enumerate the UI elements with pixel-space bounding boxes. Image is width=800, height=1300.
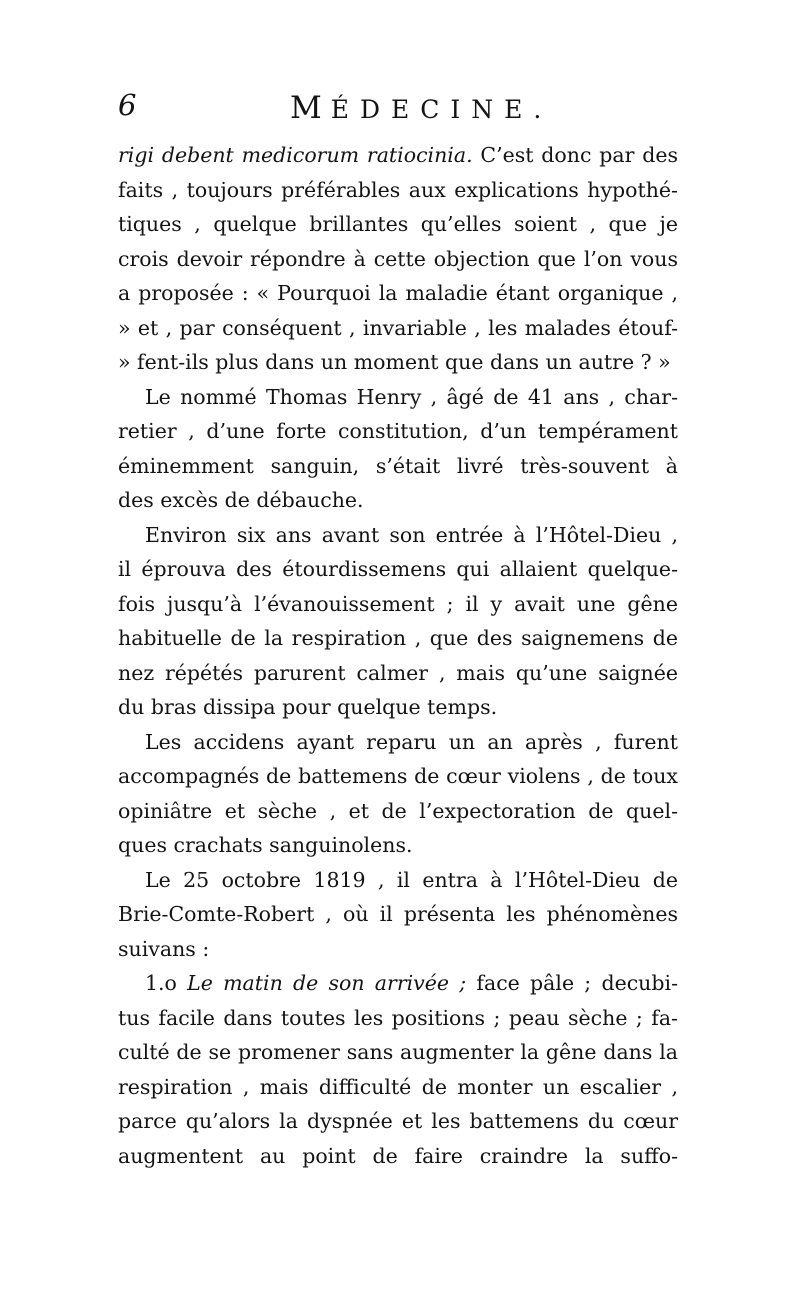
text-line: augmentent au point de faire craindre la suffo- xyxy=(118,1143,678,1168)
text-line: culté de se promener sans augmenter la gêne dans la xyxy=(118,1040,678,1064)
text-line: il éprouva des étourdissemens qui allaient quelque- xyxy=(118,557,678,581)
text-line: opiniâtre et sèche , et de l’expectoration de quel- xyxy=(118,798,678,823)
text-line: » fent-ils plus dans un moment que dans un autre ? » xyxy=(118,350,671,374)
text-line: » et , par conséquent , invariable , les malades étouf- xyxy=(118,315,678,340)
italic-phrase: Le matin de son arrivée ; xyxy=(187,971,467,995)
text-line: tiques , quelque brillantes qu’elles soient , que je xyxy=(118,212,678,236)
paragraph-start-line: Environ six ans avant son entrée à l’Hôtel-Dieu , xyxy=(145,522,678,547)
text-line: faits , toujours préférables aux explications hypothé- xyxy=(118,177,678,202)
text-line: habituelle de la respiration , que des saignemens de xyxy=(118,626,678,650)
text-line: crois devoir répondre à cette objection que l’on vous xyxy=(118,246,678,271)
running-title-initial: M xyxy=(290,90,331,126)
text-line: rigi debent medicorum ratiocinia. C’est donc par des xyxy=(118,143,678,167)
paragraph-start-line: Les accidens ayant reparu un an après , furent xyxy=(145,729,678,754)
running-title xyxy=(290,90,552,126)
paragraph-start-line: Le nommé Thomas Henry , âgé de 41 ans , char- xyxy=(145,384,678,409)
text-line: suivans : xyxy=(118,936,210,961)
running-title-rest: ÉDECINE. xyxy=(330,95,553,124)
running-header xyxy=(118,88,678,128)
paragraph-start-line: 1.o Le matin de son arrivée ; face pâle ; decubi- xyxy=(145,971,678,995)
text-line: des excès de débauche. xyxy=(118,488,364,512)
text-line: Brie-Comte-Robert , où il présenta les phénomènes xyxy=(118,902,678,926)
text-line: éminemment sanguin, s’était livré très-souvent à xyxy=(118,453,678,478)
text-line: tus facile dans toutes les positions ; peau sèche ; fa- xyxy=(118,1005,678,1030)
text-line: parce qu’alors la dyspnée et les battemens du cœur xyxy=(118,1109,678,1133)
text-line: accompagnés de battemens de cœur violens , de toux xyxy=(118,764,678,788)
paragraph-start-line: Le 25 octobre 1819 , il entra à l’Hôtel-Dieu de xyxy=(145,867,678,892)
latin-phrase: rigi debent medicorum ratiocinia. xyxy=(118,143,473,167)
text-line: respiration , mais difficulté de monter un escalier , xyxy=(118,1074,678,1099)
text-line: retier , d’une forte constitution, d’un tempérament xyxy=(118,419,678,443)
text-line: ques crachats sanguinolens. xyxy=(118,833,413,857)
text-line: fois jusqu’à l’évanouissement ; il y avait une gêne xyxy=(118,591,678,616)
page-number: 6 xyxy=(118,88,137,122)
body-text xyxy=(118,138,678,1173)
text-line: a proposée : « Pourquoi la maladie étant organique , xyxy=(118,281,678,305)
text-line: du bras dissipa pour quelque temps. xyxy=(118,695,498,719)
text-line: nez répétés parurent calmer , mais qu’une saignée xyxy=(118,660,678,685)
